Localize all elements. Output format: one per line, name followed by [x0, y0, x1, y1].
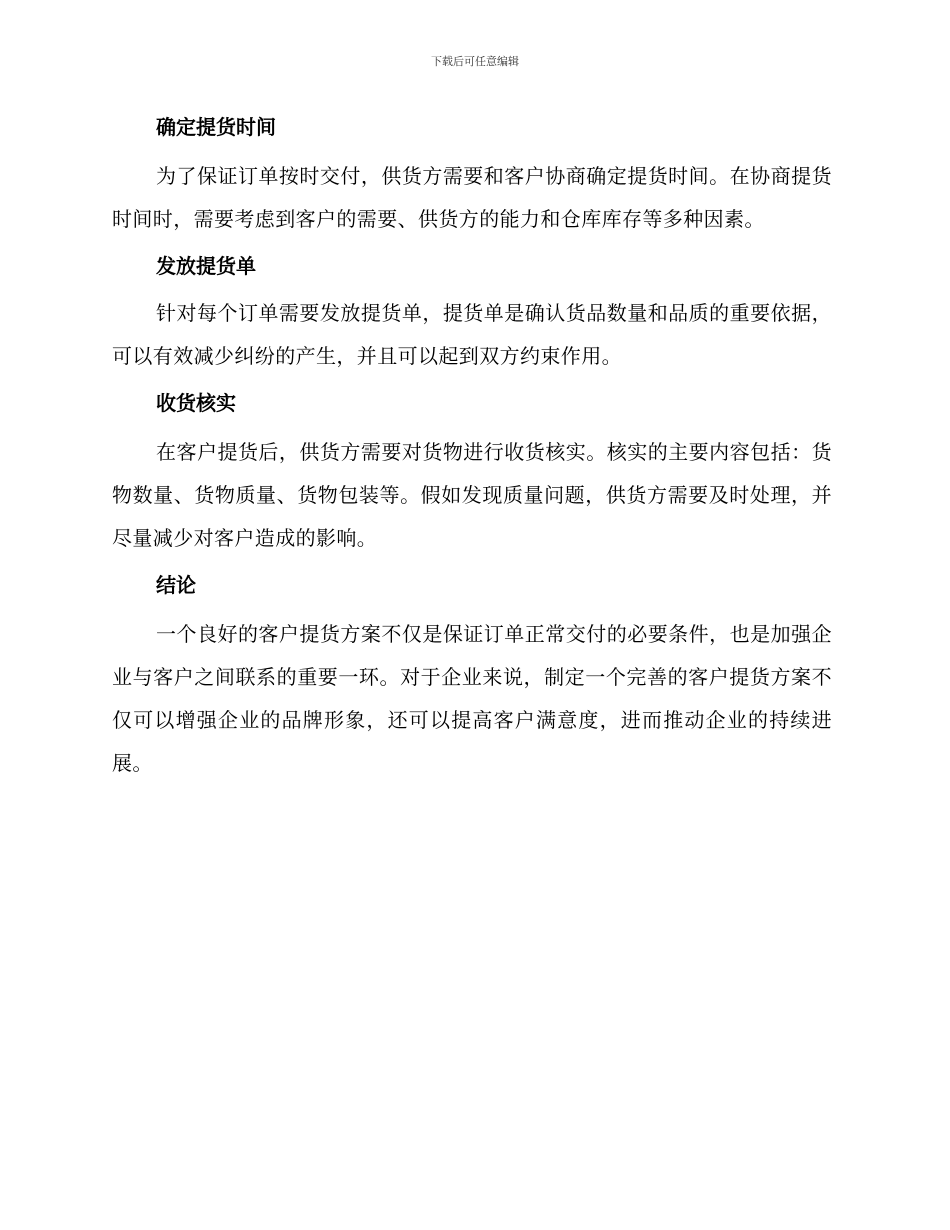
section-heading-receipt-verification: 收货核实	[156, 391, 236, 415]
section-heading-conclusion: 结论	[156, 573, 196, 597]
section-heading-pickup-time: 确定提货时间	[156, 115, 276, 139]
section-paragraph-conclusion: 一个良好的客户提货方案不仅是保证订单正常交付的必要条件，也是加强企业与客户之间联系的重要一环。对于企业来说，制定一个完善的客户提货方案不仅可以增强企业的品牌形象，还可以提高客户满意度，进而推动企业的持续进展。	[112, 622, 832, 775]
section-heading-issue-pickup-slip: 发放提货单	[156, 254, 256, 278]
section-paragraph-receipt-verification: 在客户提货后，供货方需要对货物进行收货核实。核实的主要内容包括：货物数量、货物质量、货物包装等。假如发现质量问题，供货方需要及时处理，并尽量减少对客户造成的影响。	[112, 440, 832, 550]
section-paragraph-issue-pickup-slip: 针对每个订单需要发放提货单，提货单是确认货品数量和品质的重要依据，可以有效减少纠纷的产生，并且可以起到双方约束作用。	[112, 301, 832, 368]
document-body	[112, 112, 832, 785]
section-paragraph-pickup-time: 为了保证订单按时交付，供货方需要和客户协商确定提货时间。在协商提货时间时，需要考虑到客户的需要、供货方的能力和仓库库存等多种因素。	[112, 164, 832, 231]
page-header: 下载后可任意编辑	[431, 55, 519, 68]
